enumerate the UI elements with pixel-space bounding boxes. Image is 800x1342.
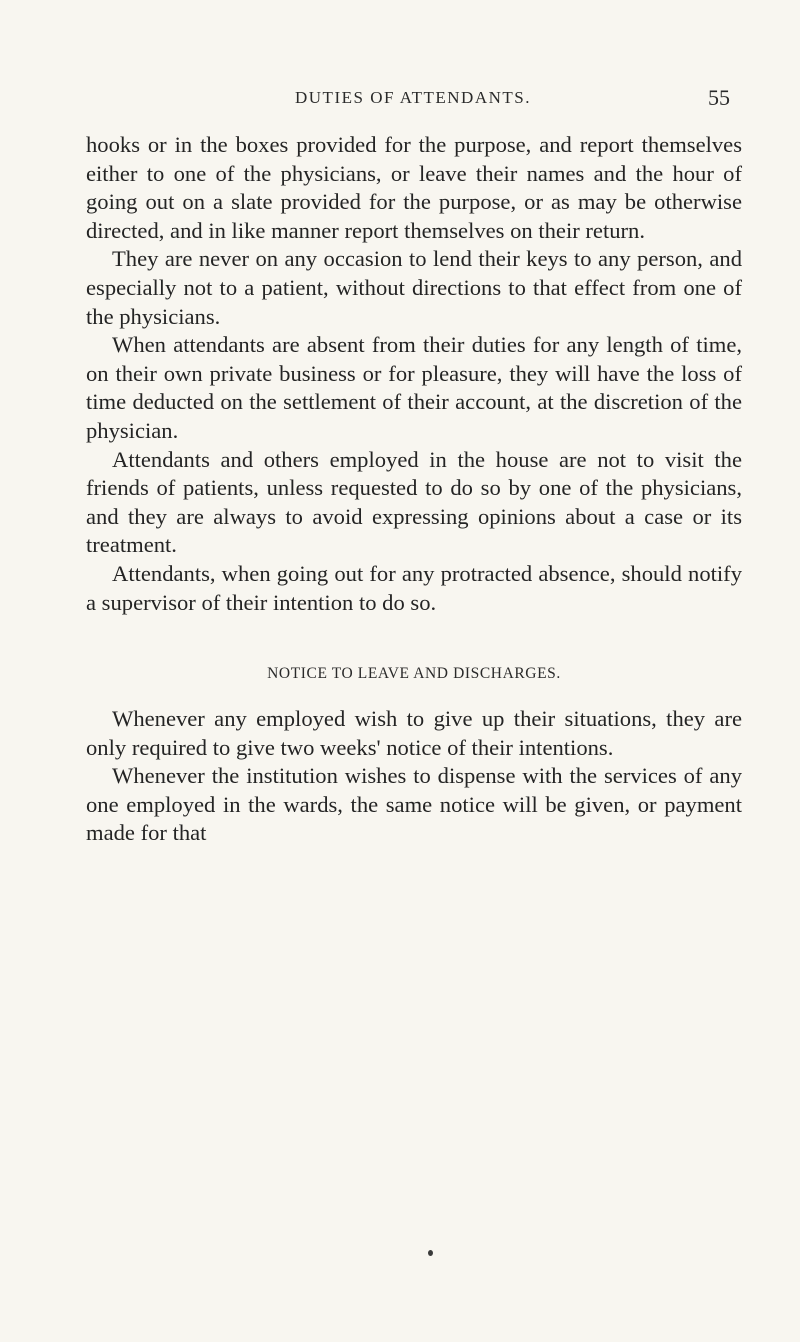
paragraph-notice-institution: Whenever the institution wishes to dispense with the services of any one employed in the wards, the same notice will be given, or payment made for that: [86, 763, 742, 846]
body-text: [86, 131, 742, 848]
paragraph-visits: Attendants and others employed in the house are not to visit the friends of patients, unless requested to do so by one of the physicians, and they are always to avoid expressing opinions about a case or its treatment.: [86, 446, 742, 558]
print-mark: [428, 1250, 433, 1256]
paragraph-protracted-absence: Attendants, when going out for any protracted absence, should notify a supervisor of their intention to do so.: [86, 560, 742, 615]
paragraph-absence: When attendants are absent from their duties for any length of time, on their own private business or for pleasure, they will have the loss of time deducted on the settlement of their account, at the discretion of the physician.: [86, 332, 742, 443]
running-head: [96, 85, 730, 116]
paragraph-keys: They are never on any occasion to lend their keys to any person, and especially not to a patient, without directions to that effect from one of the physicians.: [86, 246, 742, 329]
page-number: 55: [708, 85, 730, 110]
paragraph-notice-employees: Whenever any employed wish to give up their situations, they are only required to give two weeks' notice of their intentions.: [86, 706, 742, 760]
running-title: DUTIES OF ATTENDANTS.: [295, 88, 531, 107]
section-heading: NOTICE TO LEAVE AND DISCHARGES.: [267, 665, 561, 683]
paragraph-continuation: hooks or in the boxes provided for the purpose, and report themselves either to one of the physicians, or leave their names and the hour of going out on a slate provided for the purpose, or as may be otherwise directed, and in like manner report themselves on their return.: [86, 132, 742, 243]
